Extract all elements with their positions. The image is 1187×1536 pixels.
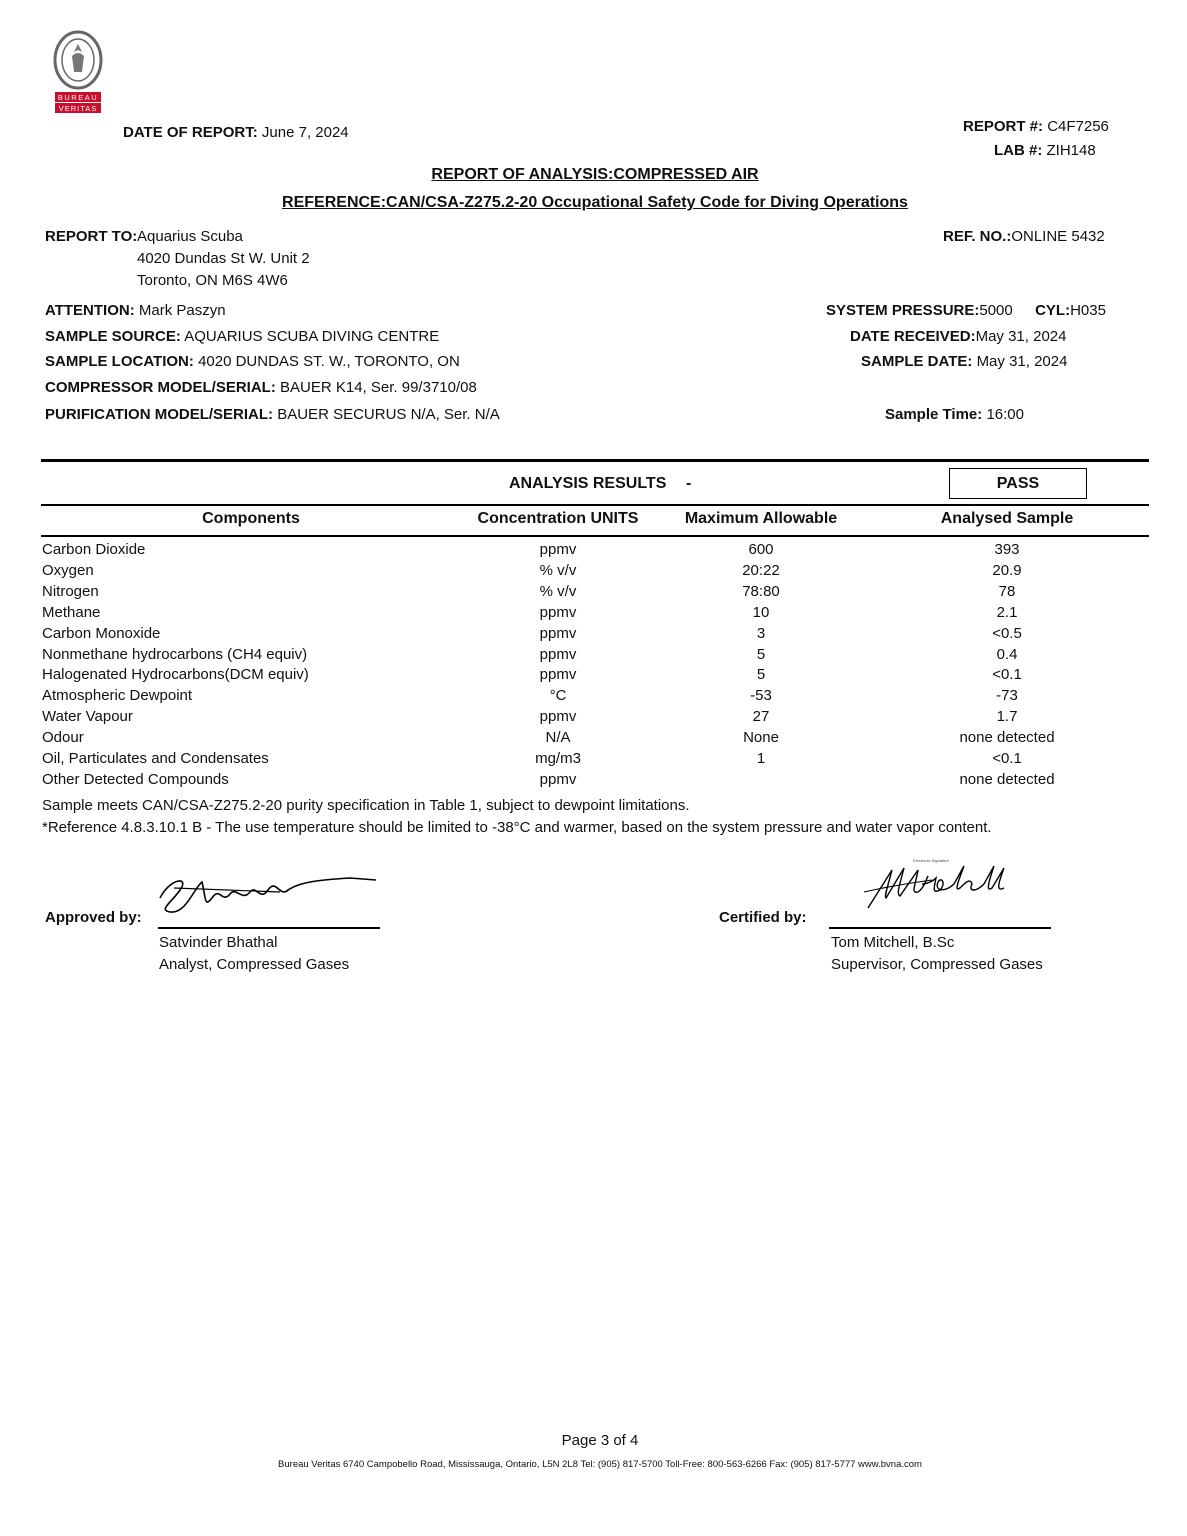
attention-label: ATTENTION:: [45, 302, 135, 319]
cell-max-allowable: -53: [750, 687, 772, 705]
cell-max-allowable: None: [743, 729, 779, 747]
report-value: C4F7256: [1047, 118, 1109, 135]
cell-component: Carbon Monoxide: [42, 624, 161, 642]
cell-analysed: none detected: [959, 770, 1055, 788]
lab-label: LAB #:: [994, 142, 1043, 159]
cell-max-allowable: 5: [756, 666, 766, 684]
certified-title: Supervisor, Compressed Gases: [831, 956, 1043, 973]
cell-max-allowable: 5: [756, 645, 766, 663]
cell-component: Carbon Dioxide: [42, 541, 146, 558]
ref-no: [943, 228, 1105, 245]
source-label: SAMPLE SOURCE:: [45, 328, 181, 345]
date-label: DATE OF REPORT:: [123, 124, 258, 141]
report-title: REPORT OF ANALYSIS:COMPRESSED AIR: [431, 166, 759, 183]
cell-units: ppmv: [539, 624, 577, 642]
certified-name: Tom Mitchell, B.Sc: [831, 934, 955, 951]
cell-units: ppmv: [539, 645, 577, 663]
analysis-dash: -: [686, 475, 692, 492]
cell-units: mg/m3: [535, 750, 581, 767]
logo-band-line2: VERITAS: [58, 104, 98, 113]
date-received: [850, 328, 1066, 345]
approved-signature: [150, 868, 382, 918]
table-row: [0, 625, 1187, 646]
header-units: Concentration UNITS: [477, 510, 639, 527]
cell-component: Nitrogen: [42, 582, 99, 600]
cell-component: Odour: [42, 729, 84, 747]
purification: [45, 406, 500, 423]
cell-units: % v/v: [539, 582, 577, 600]
approved-name: Satvinder Bhathal: [159, 934, 278, 951]
cell-component: Halogenated Hydrocarbons(DCM equiv): [42, 666, 309, 684]
cell-analysed: 2.1: [996, 603, 1018, 621]
lab-value: ZIH148: [1046, 142, 1096, 159]
table-row: [0, 562, 1187, 583]
report-reference: REFERENCE:CAN/CSA-Z275.2-20 Occupational Safety Code for Diving Operations: [282, 194, 908, 211]
sample-time-value: 16:00: [986, 406, 1024, 423]
system-pressure: [826, 302, 1106, 319]
report-to-label: REPORT TO:: [45, 228, 138, 245]
cell-analysed: 0.4: [996, 645, 1018, 663]
report-to-line2: 4020 Dundas St W. Unit 2: [137, 250, 310, 267]
cell-analysed: <0.1: [992, 750, 1022, 767]
table-row: [0, 771, 1187, 792]
report-to-line3: Toronto, ON M6S 4W6: [137, 272, 288, 289]
cell-units: N/A: [545, 729, 571, 747]
cell-units: ppmv: [539, 770, 577, 788]
table-row: [0, 729, 1187, 750]
table-header-rule: [41, 504, 1149, 506]
pressure-value: 5000: [979, 302, 1013, 319]
certified-sig-line: [829, 927, 1051, 929]
cell-analysed: <0.1: [992, 666, 1022, 684]
table-header: [0, 510, 1187, 531]
sample-date: [861, 353, 1067, 370]
certified-signature: [862, 862, 1022, 912]
sample-source: [45, 328, 439, 345]
purification-label: PURIFICATION MODEL/SERIAL:: [45, 406, 274, 423]
footer-address: Bureau Veritas 6740 Campobello Road, Mississauga, Ontario, L5N 2L8 Tel: (905) 817-5700 Toll-Free: 800-563-6266 Fax: (905) 817-5777 www.bvna.com: [278, 1459, 922, 1470]
location-label: SAMPLE LOCATION:: [45, 353, 194, 370]
cell-component: Other Detected Compounds: [42, 770, 229, 788]
cell-component: Oil, Particulates and Condensates: [42, 750, 269, 767]
attention-value: Mark Paszyn: [138, 302, 226, 319]
cell-units: ppmv: [539, 666, 577, 684]
source-value: AQUARIUS SCUBA DIVING CENTRE: [184, 328, 440, 345]
cyl-label: CYL:: [1035, 302, 1071, 319]
received-label: DATE RECEIVED:: [850, 328, 976, 345]
cell-units: ppmv: [539, 541, 577, 558]
approved-sig-line: [158, 927, 380, 929]
analysis-title: ANALYSIS RESULTS: [509, 475, 667, 492]
table-row: [0, 604, 1187, 625]
received-value: May 31, 2024: [975, 328, 1067, 345]
date-value: June 7, 2024: [261, 124, 349, 141]
table-row: [0, 750, 1187, 771]
table-row: [0, 646, 1187, 667]
ref-label: REF. NO.:: [943, 228, 1012, 245]
page-number: Page 3 of 4: [561, 1432, 639, 1449]
ref-value: ONLINE 5432: [1011, 228, 1105, 245]
cell-units: ppmv: [539, 603, 577, 621]
approved-label: Approved by:: [45, 909, 142, 926]
cell-analysed: -73: [996, 687, 1018, 705]
table-top-rule: [41, 459, 1149, 462]
cell-units: °C: [549, 687, 567, 705]
compressor-label: COMPRESSOR MODEL/SERIAL:: [45, 379, 276, 396]
report-to-line1: Aquarius Scuba: [137, 228, 243, 245]
header-analysed: Analysed Sample: [940, 510, 1074, 527]
pressure-label: SYSTEM PRESSURE:: [826, 302, 980, 319]
compressor: [45, 379, 477, 396]
report-number: [963, 118, 1109, 135]
approved-title: Analyst, Compressed Gases: [159, 956, 350, 973]
logo-band-line1: BUREAU: [57, 93, 99, 102]
lab-number: [994, 142, 1096, 159]
location-value: 4020 DUNDAS ST. W., TORONTO, ON: [198, 353, 460, 370]
table-row: [0, 583, 1187, 604]
attention: [45, 302, 226, 319]
purification-value: BAUER SECURUS N/A, Ser. N/A: [277, 406, 500, 423]
certified-label: Certified by:: [719, 909, 807, 926]
cell-analysed: none detected: [959, 729, 1055, 747]
note-purity: Sample meets CAN/CSA-Z275.2-20 purity specification in Table 1, subject to dewpoint limitations.: [42, 797, 690, 814]
cell-analysed: 1.7: [996, 708, 1018, 726]
cell-max-allowable: 20:22: [742, 561, 780, 579]
header-components: Components: [202, 510, 300, 527]
cell-component: Nonmethane hydrocarbons (CH4 equiv): [42, 645, 308, 663]
cell-max-allowable: 78:80: [742, 582, 780, 600]
cell-component: Oxygen: [42, 561, 94, 579]
pass-result-box: PASS: [949, 468, 1087, 499]
sample-location: [45, 353, 460, 370]
cell-units: ppmv: [539, 708, 577, 726]
table-row: [0, 541, 1187, 562]
date-of-report: [123, 124, 349, 141]
cell-max-allowable: 3: [756, 624, 766, 642]
cell-max-allowable: 600: [748, 541, 774, 558]
cell-analysed: 78: [998, 582, 1016, 600]
report-label: REPORT #:: [963, 118, 1044, 135]
compressor-value: BAUER K14, Ser. 99/3710/08: [280, 379, 477, 396]
table-row: [0, 708, 1187, 729]
sample-time-label: Sample Time:: [885, 406, 983, 423]
table-row: [0, 666, 1187, 687]
table-row: [0, 687, 1187, 708]
note-reference: *Reference 4.8.3.10.1 B - The use temperature should be limited to -38°C and warmer, based on the system pressure and water vapor content.: [42, 819, 992, 836]
cell-analysed: 20.9: [992, 561, 1022, 579]
header-max: Maximum Allowable: [684, 510, 838, 527]
cell-units: % v/v: [539, 561, 577, 579]
cell-component: Water Vapour: [42, 708, 133, 726]
cell-max-allowable: 10: [752, 603, 770, 621]
bureau-veritas-logo: [44, 30, 112, 114]
cyl-value: H035: [1070, 302, 1106, 319]
cell-component: Methane: [42, 603, 101, 621]
cell-analysed: 393: [994, 541, 1020, 558]
table-body-rule: [41, 535, 1149, 537]
sample-time: [885, 406, 1024, 423]
cell-component: Atmospheric Dewpoint: [42, 687, 193, 705]
cell-analysed: <0.5: [992, 624, 1022, 642]
certified-small-caption: Electronic Signature: [913, 858, 949, 863]
sample-date-value: May 31, 2024: [976, 353, 1068, 370]
cell-max-allowable: 1: [756, 750, 766, 767]
cell-max-allowable: 27: [752, 708, 770, 726]
sample-date-label: SAMPLE DATE:: [861, 353, 973, 370]
